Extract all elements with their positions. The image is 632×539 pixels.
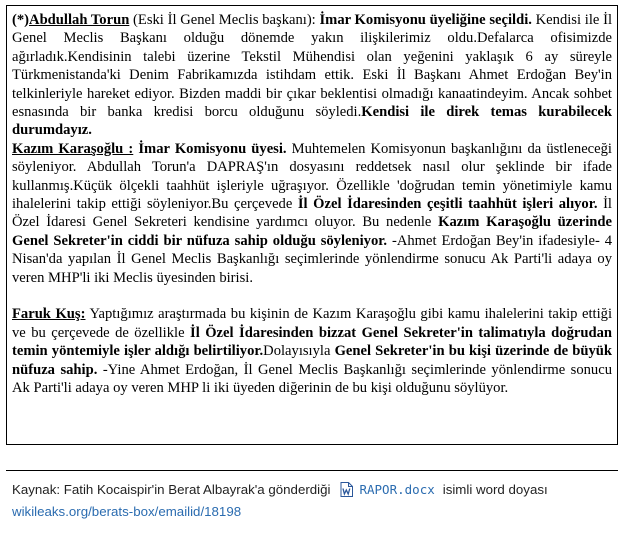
person-name: Faruk Kuş: xyxy=(12,306,86,323)
paragraph-faruk-kus: Faruk Kuş: Yaptığımız araştırmada bu kişinin de Kazım Karaşoğlu gibi kamu ihalelerini takip ettiği ve bu çerçevede de özellikle İl Özel İdaresinden bizzat Genel Sekreter'in talimatıyla doğrudan temin yöntemiyle işler aldığı belirtiliyor.Dolayısıyla Genel Sekreter'in bu kişi üzerinde de büyük nüfuza sahip. -Yine Ahmet Erdoğan, İl Genel Meclis Başkanlığı seçimlerinde yönlendirme sonucu Ak Parti'li adaya oy veren MHP li iki üyeden diğerinin de bu kişi olduğunu söylüyor. xyxy=(12,306,612,397)
paragraph-abdullah-torun: (*)Abdullah Torun (Eski İl Genel Meclis başkanı): İmar Komisyonu üyeliğine seçildi. Kendisi ile İl Genel Meclis Başkanı olduğu dönemde yakın ilişkilerimiz oldu.Defalarca ofisimizde ağırladık.Kendisinin talebi üzerine Tekstil Mühendisi olan yeğenini yaklaşık 6 ay süreyle Türkmenistanda'ki Denim Fabrikamızda istihdam ettik. Eski İl Başkanı Ahmet Erdoğan Bey'in telkinleriyle hareket ediyor. Bizden maddi bir çıkar beklentisi olmadığı kanaatindeyim. Ancak sohbet esnasında bir banka kredisi borcu olduğunu söyledi.Kendisi ile direk temas kurabilecek durumdayız. xyxy=(12,12,612,139)
caption-suffix: isimli word doyası xyxy=(442,482,548,497)
caption-divider xyxy=(6,470,618,471)
source-caption xyxy=(12,482,548,497)
word-document-icon xyxy=(340,482,353,497)
caption-prefix: Kaynak: Fatih Kocaispir'in Berat Albayrak'a gönderdiği xyxy=(12,482,331,497)
attachment-file-link[interactable]: RAPOR.docx xyxy=(359,482,435,497)
paragraph-kazim-karasoglu: Kazım Karaşoğlu : İmar Komisyonu üyesi. Muhtemelen Komisyonun başkanlığını da üstleneceği söyleniyor. Abdullah Torun'a DAPRAŞ'ın dosyasını reddetsek nasıl olur şeklinde bir ifade kullanmış.Küçük ölçekli taahhüt işleriyle uğraşıyor. Özellikle 'doğrudan temin yönetimiyle kamu ihalelerini takip ettiği söyleniyor.Bu çerçevede İl Özel İdaresinden çeşitli taahhüt işleri alıyor. İl Özel İdaresi Genel Sekreteri kendisine yardımcı oluyor. Bu nedenle Kazım Karaşoğlu üzerinde Genel Sekreter'in ciddi bir nüfuza sahip olduğu söyleniyor. -Ahmet Erdoğan Bey'in ifadesiyle- 4 Nisan'da yapılan İl Genel Meclis Başkanlığı seçimlerinde yönlendirme sonucu Ak Parti'li adaya oy veren MHP'li iki Meclis üyesinden birisi. xyxy=(12,140,613,286)
footnote-marker: (*) xyxy=(12,12,30,28)
person-name: Abdullah Torun xyxy=(29,12,130,28)
document-excerpt xyxy=(6,5,618,445)
person-name: Kazım Karaşoğlu : xyxy=(12,140,134,157)
wikileaks-source-link[interactable]: wikileaks.org/berats-box/emailid/18198 xyxy=(12,504,242,519)
